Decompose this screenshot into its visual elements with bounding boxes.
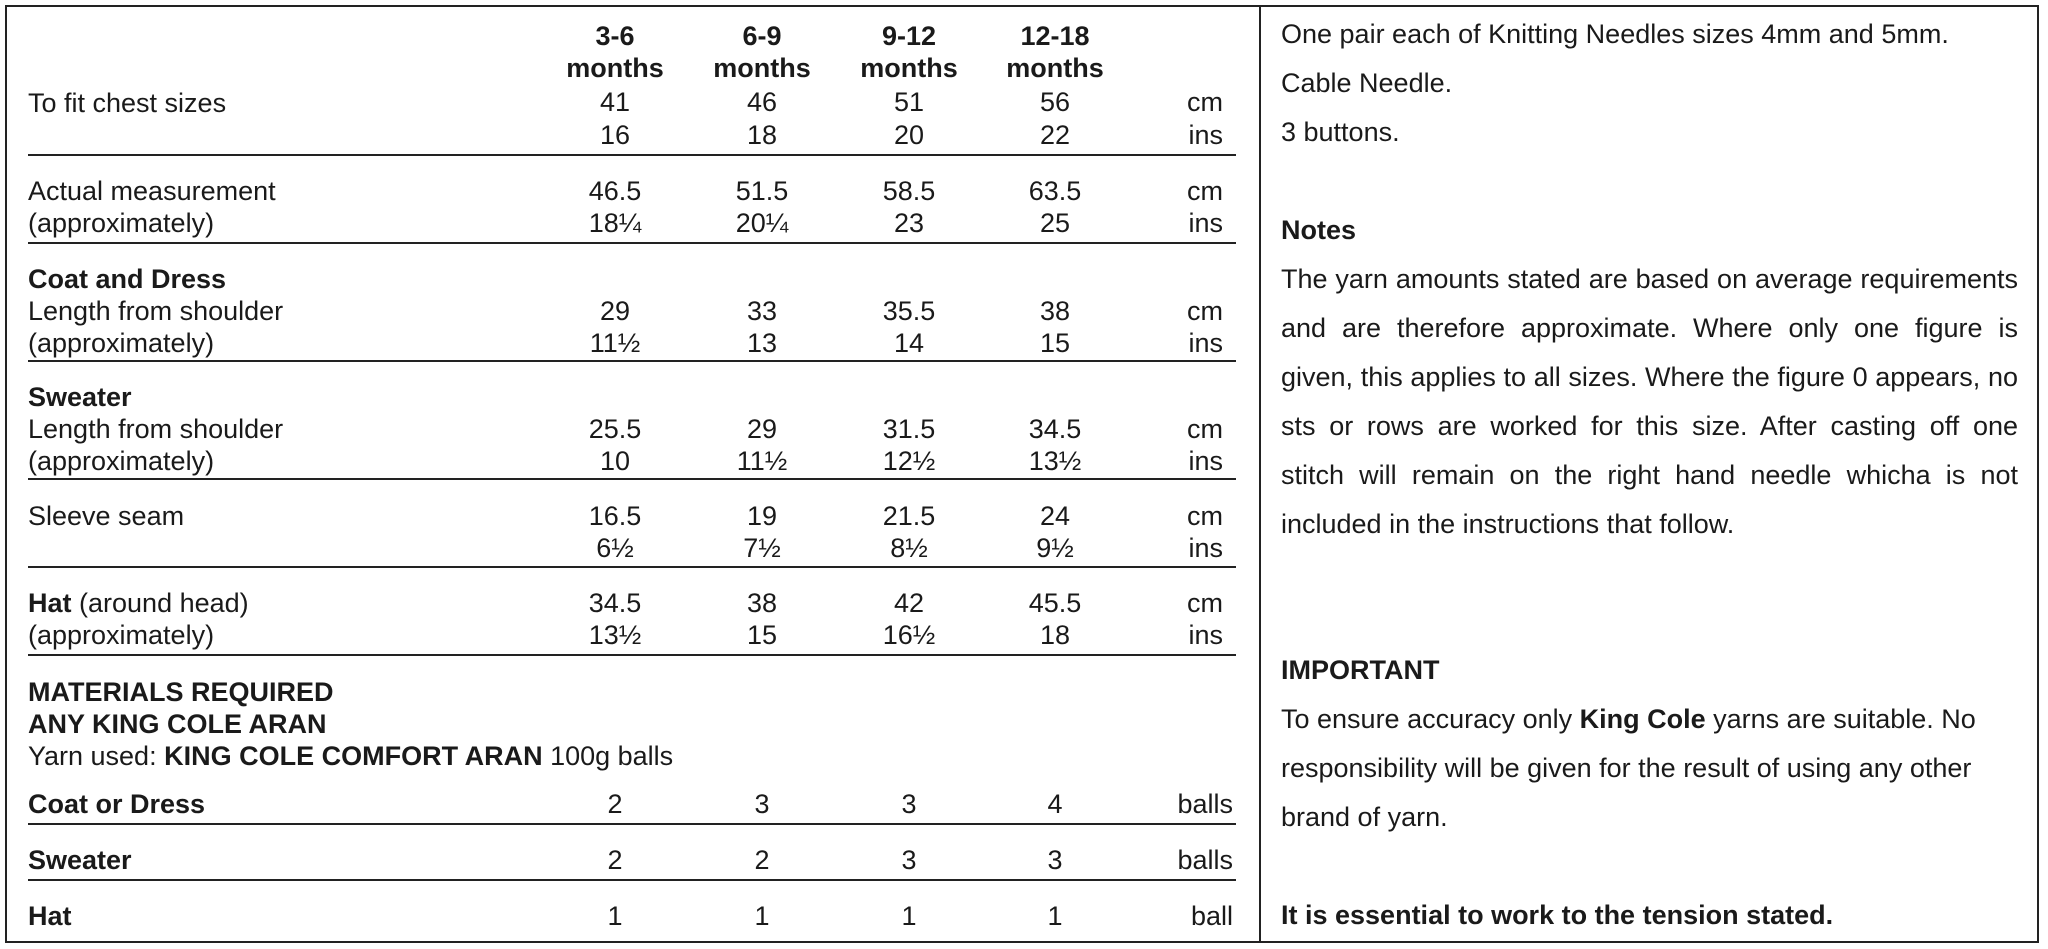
value-cell: 29	[599, 296, 631, 326]
row-divider	[28, 566, 1236, 568]
row-label: (approximately)	[28, 446, 215, 476]
unit-cell: ins	[1188, 533, 1223, 563]
unit-cell: cm	[1187, 87, 1223, 117]
value-cell: 9½	[1036, 533, 1074, 563]
unit-cell: cm	[1187, 414, 1223, 444]
value-cell: 19	[746, 501, 778, 531]
value-cell: 18	[1039, 620, 1071, 650]
value-cell: 33	[746, 296, 778, 326]
value-cell: 29	[746, 414, 778, 444]
value-cell: 2	[607, 789, 623, 819]
value-cell: 45.5	[1028, 588, 1082, 618]
unit-cell: cm	[1187, 588, 1223, 618]
unit-cell: ins	[1188, 446, 1223, 476]
value-cell: 7½	[743, 533, 781, 563]
value-cell: 56	[1039, 87, 1071, 117]
size-header: 6-9 months	[713, 21, 811, 83]
unit-cell: cm	[1187, 176, 1223, 206]
value-cell: 34.5	[588, 588, 642, 618]
value-cell: 51.5	[735, 176, 789, 206]
value-cell: 20	[893, 120, 925, 150]
value-cell: 11½	[589, 328, 641, 358]
value-cell: 46	[746, 87, 778, 117]
value-cell: 6½	[596, 533, 634, 563]
value-cell: 3	[901, 845, 917, 875]
row-divider	[28, 242, 1236, 244]
value-cell: 21.5	[882, 501, 936, 531]
value-cell: 22	[1039, 120, 1071, 150]
materials-title: MATERIALS REQUIRED	[28, 677, 334, 707]
unit-cell: ins	[1188, 208, 1223, 238]
row-divider	[28, 478, 1236, 480]
value-cell: 16½	[882, 620, 936, 650]
notes-title: Notes	[1281, 215, 1357, 245]
value-cell: 10	[599, 446, 631, 476]
row-label: (approximately)	[28, 208, 215, 238]
row-label: (approximately)	[28, 620, 215, 650]
value-cell: 42	[893, 588, 925, 618]
size-header: 12-18 months	[1006, 21, 1104, 83]
unit-cell: cm	[1187, 296, 1223, 326]
value-cell: 20¼	[735, 208, 789, 238]
important-text: To ensure accuracy only King Cole yarns are suitable. No responsibility will be given for the result of using any other brand of yarn.	[1281, 704, 1976, 832]
unit-cell: ins	[1188, 620, 1223, 650]
yarn-row-label: Coat or Dress	[28, 789, 206, 819]
value-cell: 18¼	[588, 208, 642, 238]
unit-cell: balls	[1177, 845, 1233, 875]
value-cell: 46.5	[588, 176, 642, 206]
notes-text: The yarn amounts stated are based on average requirements and are therefore approximate. Where only one figure is given, this applies to all sizes. Where the figure 0 appears, no sts or rows are worked for this size. After casting off one stitch will remain on the right hand needle whicha is not included in the instructions that follow.	[1281, 264, 2018, 539]
row-label: Length from shoulder	[28, 414, 284, 444]
value-cell: 15	[1039, 328, 1071, 358]
row-label: Actual measurement	[28, 176, 276, 206]
value-cell: 1	[1047, 901, 1063, 931]
value-cell: 15	[746, 620, 778, 650]
value-cell: 38	[1039, 296, 1071, 326]
value-cell: 31.5	[882, 414, 936, 444]
buttons-line: 3 buttons.	[1281, 117, 1400, 147]
value-cell: 18	[746, 120, 778, 150]
row-label: Sleeve seam	[28, 501, 185, 531]
value-cell: 3	[1047, 845, 1063, 875]
value-cell: 13½	[1028, 446, 1082, 476]
value-cell: 16.5	[588, 501, 642, 531]
value-cell: 1	[607, 901, 623, 931]
yarn-row-label: Hat	[28, 901, 72, 931]
yarn-used: Yarn used: KING COLE COMFORT ARAN 100g balls	[28, 741, 674, 771]
cable-needle-line: Cable Needle.	[1281, 68, 1453, 98]
unit-cell: ins	[1188, 120, 1223, 150]
row-divider	[28, 154, 1236, 156]
value-cell: 14	[893, 328, 925, 358]
row-divider	[28, 654, 1236, 656]
value-cell: 3	[901, 789, 917, 819]
value-cell: 51	[893, 87, 925, 117]
yarn-row-label: Sweater	[28, 845, 132, 875]
value-cell: 4	[1047, 789, 1063, 819]
section-heading: Sweater	[28, 382, 132, 412]
row-label: (approximately)	[28, 328, 215, 358]
value-cell: 23	[893, 208, 925, 238]
size-header: 3-6 months	[566, 21, 664, 83]
section-heading: Coat and Dress	[28, 264, 227, 294]
row-divider	[28, 823, 1236, 825]
value-cell: 3	[754, 789, 770, 819]
unit-cell: cm	[1187, 501, 1223, 531]
value-cell: 25.5	[588, 414, 642, 444]
value-cell: 24	[1039, 501, 1071, 531]
value-cell: 12½	[882, 446, 936, 476]
row-label: Hat (around head)	[28, 588, 249, 618]
value-cell: 58.5	[882, 176, 936, 206]
needles-line: One pair each of Knitting Needles sizes 4mm and 5mm.	[1281, 19, 1949, 49]
unit-cell: ins	[1188, 328, 1223, 358]
value-cell: 34.5	[1028, 414, 1082, 444]
important-title: IMPORTANT	[1281, 655, 1440, 685]
column-divider	[1259, 5, 1261, 943]
value-cell: 1	[754, 901, 770, 931]
row-label: Length from shoulder	[28, 296, 284, 326]
row-divider	[28, 360, 1236, 362]
value-cell: 13½	[588, 620, 642, 650]
value-cell: 11½	[736, 446, 788, 476]
value-cell: 25	[1039, 208, 1071, 238]
row-label: To fit chest sizes	[28, 88, 227, 118]
value-cell: 63.5	[1028, 176, 1082, 206]
tension-note: It is essential to work to the tension stated.	[1281, 900, 1834, 930]
size-header: 9-12 months	[860, 21, 958, 83]
materials-subtitle: ANY KING COLE ARAN	[28, 709, 327, 739]
value-cell: 8½	[890, 533, 928, 563]
value-cell: 13	[746, 328, 778, 358]
unit-cell: ball	[1190, 901, 1233, 931]
value-cell: 35.5	[882, 296, 936, 326]
value-cell: 16	[599, 120, 631, 150]
value-cell: 38	[746, 588, 778, 618]
value-cell: 1	[901, 901, 917, 931]
value-cell: 41	[599, 87, 631, 117]
row-divider	[28, 879, 1236, 881]
value-cell: 2	[607, 845, 623, 875]
value-cell: 2	[754, 845, 770, 875]
unit-cell: balls	[1177, 789, 1233, 819]
